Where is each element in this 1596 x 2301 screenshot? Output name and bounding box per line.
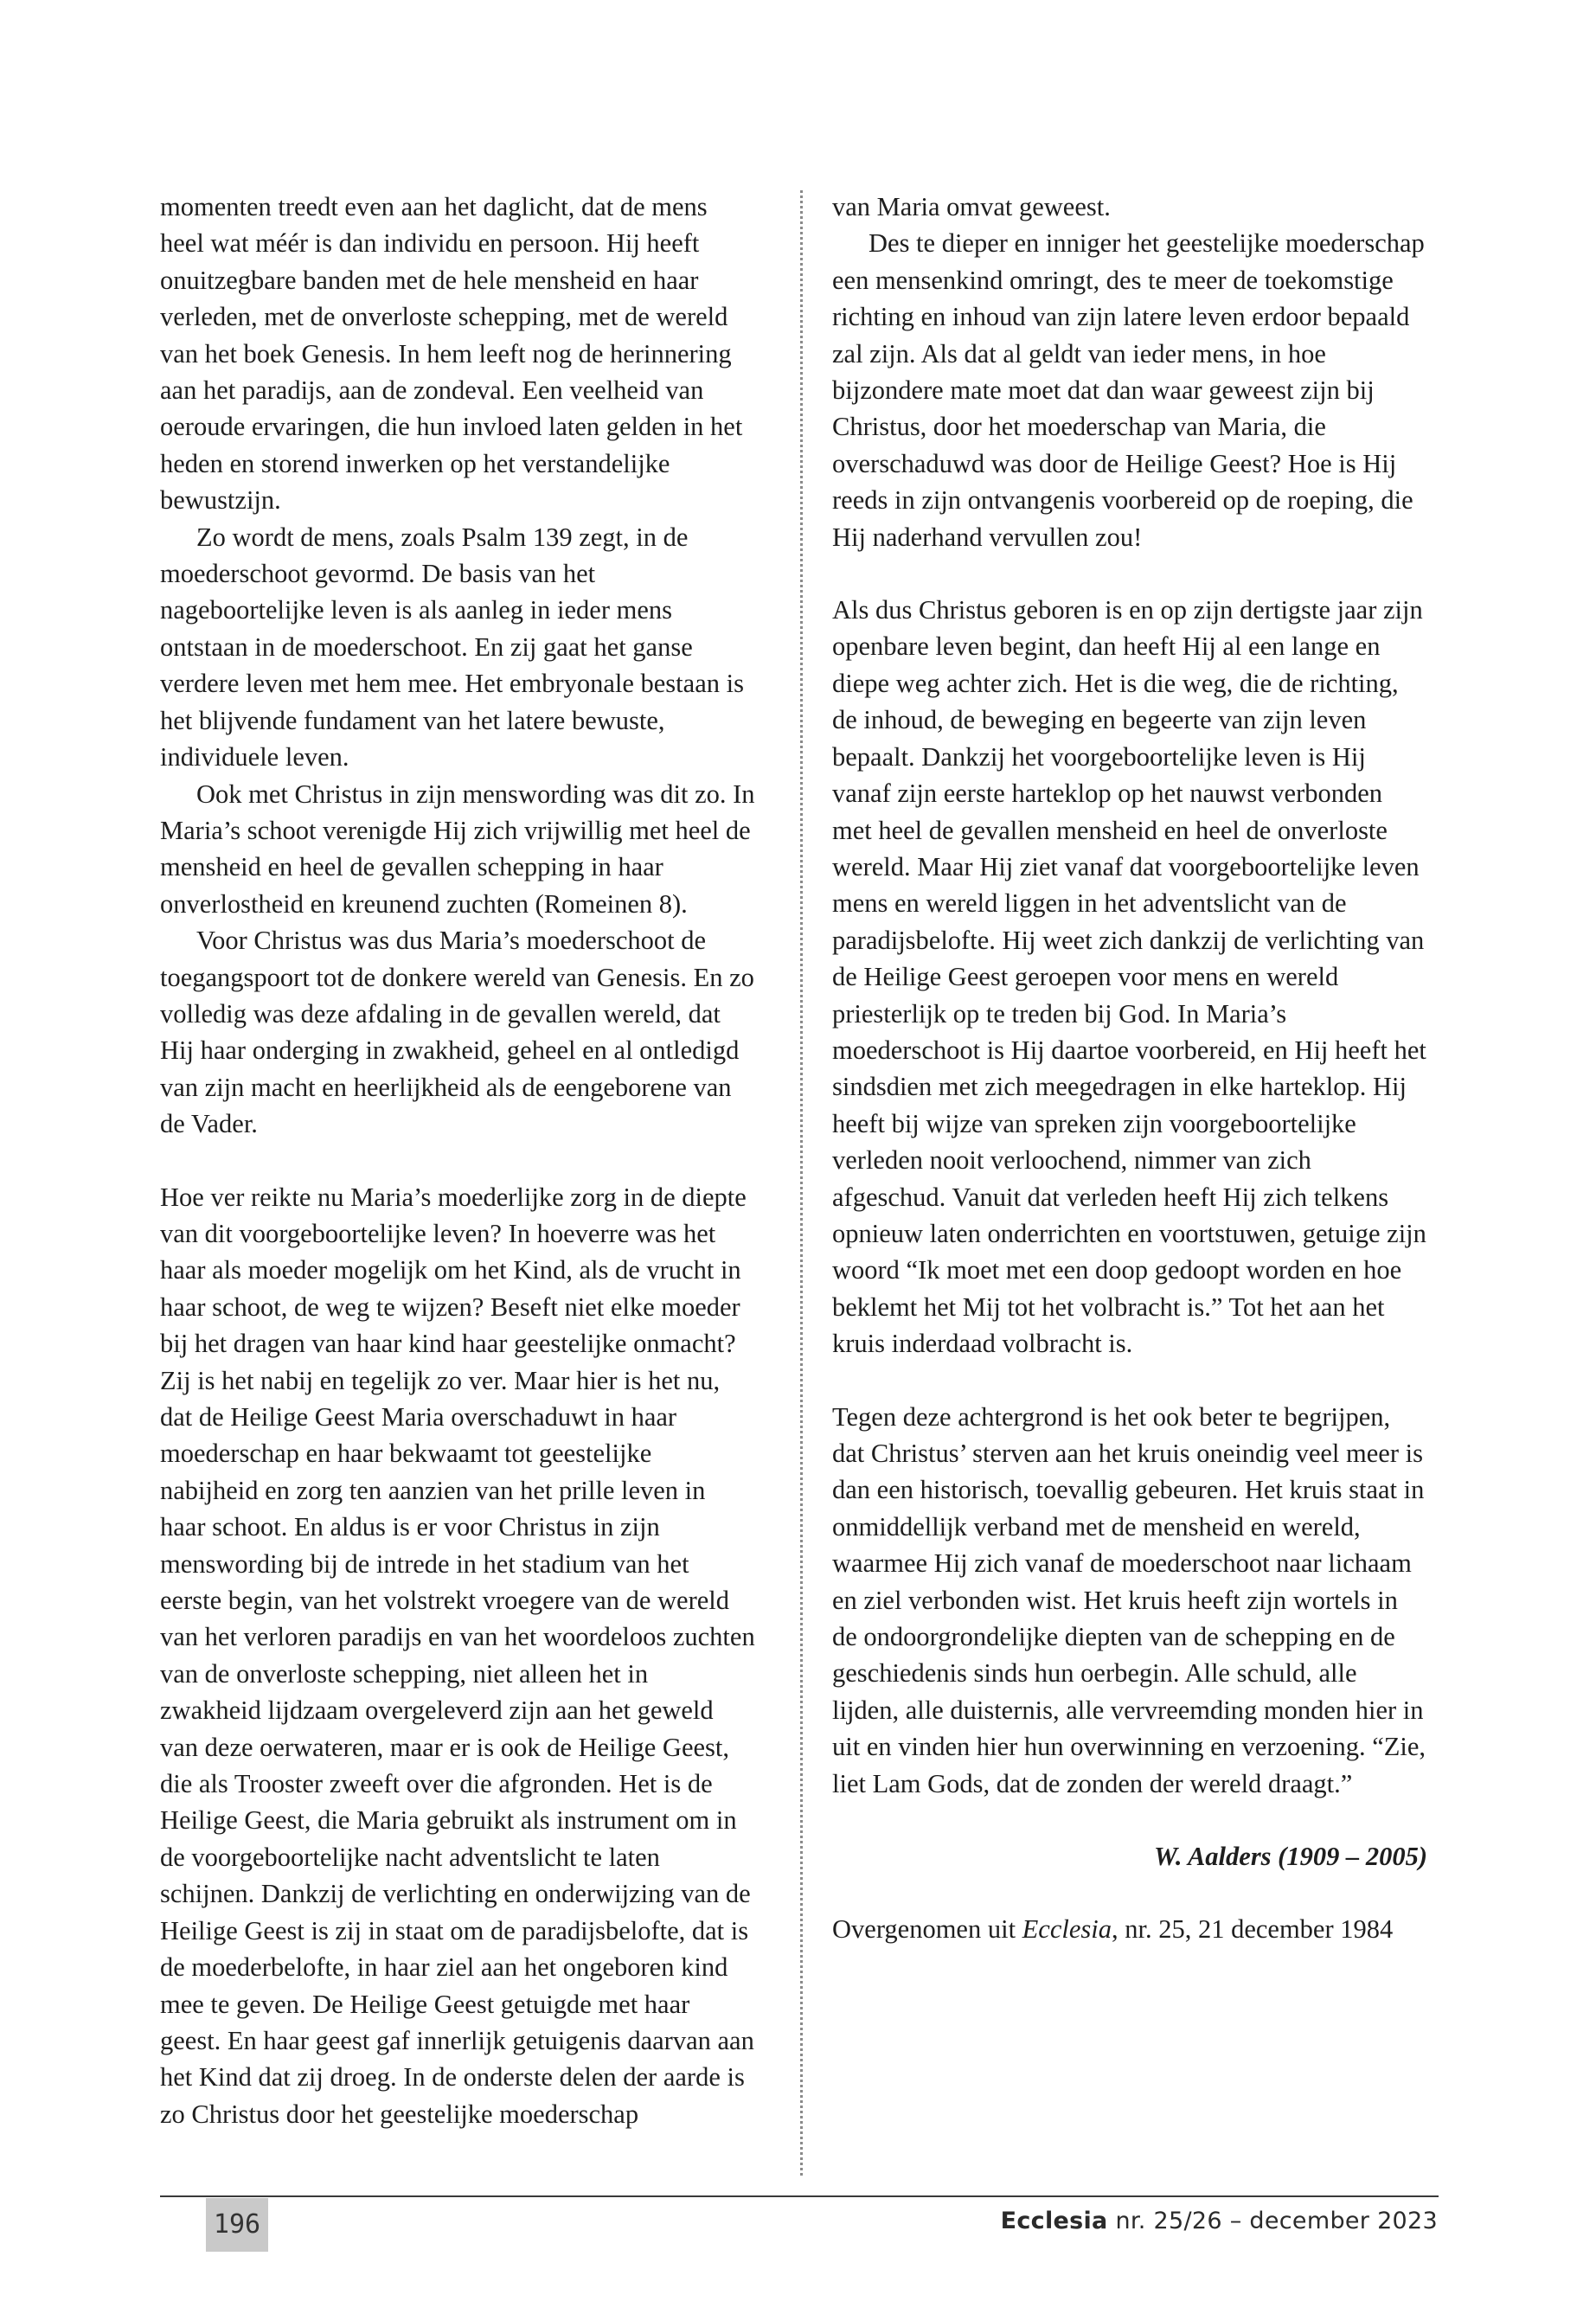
footer-issue [1001,2208,1438,2234]
paragraph: momenten treedt even aan het daglicht, dat de mens heel wat méér is dan individu en persoon. Hij heeft onuitzegbare banden met de hele mensheid en haar verleden, met de onverloste schepping, met de wereld van het boek Genesis. In hem leeft nog de herinnering aan het paradijs, aan de zondeval. Een veelheid van oeroude ervaringen, die hun invloed laten gelden in het heden en storend inwerken op het verstandelijke bewustzijn. [160,192,743,516]
footer-rule [160,2195,1439,2197]
paragraph: Voor Christus was dus Maria’s moederschoot de toegangspoort tot de donkere wereld van Genesis. En zo volledig was deze afdaling in de gevallen wereld, dat Hij haar onderging in zwakheid, geheel en al ontledigd van zijn macht en heerlijkheid als de eengeborene van de Vader. [160,926,754,1139]
footer-magazine: Ecclesia [1000,2208,1108,2234]
left-column [160,189,755,2132]
source-publication: Ecclesia [1022,1914,1112,1945]
column-divider [800,190,803,2176]
paragraph: Zo wordt de mens, zoals Psalm 139 zegt, in de moederschoot gevormd. De basis van het nageboortelijke leven is als aanleg in ieder mens ontstaan in de moederschoot. En zij gaat het ganse verdere leven met hem mee. Het embryonale bestaan is het blijvende fundament van het latere bewuste, individuele leven. [160,522,744,772]
paragraph: Tegen deze achtergrond is het ook beter te begrijpen, dat Christus’ sterven aan het kruis oneindig veel meer is dan een historisch, toevallig gebeuren. Het kruis staat in onmiddellijk verband met de mensheid en wereld, waarmee Hij zich vanaf de moederschoot naar lichaam en ziel verbonden wist. Het kruis heeft zijn wortels in de ondoorgrondelijke diepten van de schepping en de geschiedenis sinds hun oerbegin. Alle schuld, alle lijden, alle duisternis, alle vervreemding monden hier in uit en vinden hier hun overwinning en verzoening. “Zie, liet Lam Gods, dat de zonden der wereld draagt.” [832,1401,1426,1798]
author-signature: W. Aalders (1909 – 2005) [1153,1842,1427,1872]
source-prefix: Overgenomen uit [832,1914,1022,1945]
source-note [832,1911,1427,1947]
right-column [832,189,1427,1948]
page-number: 196 [206,2198,268,2252]
paragraph: Ook met Christus in zijn menswording was dit zo. In Maria’s schoot verenigde Hij zich vrijwillig met heel de mensheid en heel de gevallen schepping in haar onverlostheid en kreunend zuchten (Romeinen 8). [160,779,755,919]
paragraph: Des te dieper en inniger het geestelijke moederschap een mensenkind omringt, des te meer de toekomstige richting en inhoud van zijn latere leven erdoor bepaald zal zijn. Als dat al geldt van ieder mens, in hoe bijzondere mate moet dat dan waar geweest zijn bij Christus, door het moederschap van Maria, die overschaduwd was door de Heilige Geest? Hoe is Hij reeds in zijn ontvangenis voorbereid op de roeping, die Hij naderhand vervullen zou! [832,228,1425,552]
paragraph: Hoe ver reikte nu Maria’s moederlijke zorg in de diepte van dit voorgeboortelijke leven? In hoeverre was het haar als moeder mogelijk om het Kind, als de vrucht in haar schoot, de weg te wijzen? Beseft niet elke moeder bij het dragen van haar kind haar geestelijke onmacht? Zij is het nabij en tegelijk zo ver. Maar hier is het nu, dat de Heilige Geest Maria overschaduwt in haar moederschap en haar bekwaamt tot geestelijke nabijheid en zorg ten aanzien van het prille leven in haar schoot. En aldus is er voor Christus in zijn menswording bij de intrede in het stadium van het eerste begin, van het volstrekt vroegere van de wereld van het verloren paradijs en van het woordeloos zuchten van de onverloste schepping, niet alleen het in zwakheid lijdzaam overgeleverd zijn aan het geweld van deze oerwateren, maar er is ook de Heilige Geest, die als Trooster zweeft over die afgronden. Het is de Heilige Geest, die Maria gebruikt als instrument om in de voorgeboortelijke nacht adventslicht te laten schijnen. Dankzij de verlichting en onderwijzing van de Heilige Geest is zij in staat om de paradijsbelofte, dat is de moederbelofte, in haar ziel aan het ongeboren kind mee te geven. De Heilige Geest getuigde met haar geest. En haar geest gaf innerlijk getuigenis daarvan aan het Kind dat zij droeg. In de onderste delen der aarde is zo Christus door het geestelijke moederschap [160,1182,755,2129]
footer-issue-text: nr. 25/26 – december 2023 [1107,2208,1438,2234]
source-suffix: , nr. 25, 21 december 1984 [1111,1914,1394,1945]
paragraph: van Maria omvat geweest. [832,192,1111,221]
paragraph: Als dus Christus geboren is en op zijn dertigste jaar zijn openbare leven begint, dan heeft Hij al een lange en diepe weg achter zich. Het is die weg, die de richting, de inhoud, de beweging en begeerte van zijn leven bepaalt. Dankzij het voorgeboortelijke leven is Hij vanaf zijn eerste harteklop op het nauwst verbonden met heel de gevallen mensheid en heel de onverloste wereld. Maar Hij ziet vanaf dat voorgeboortelijke leven mens en wereld liggen in het adventslicht van de paradijsbelofte. Hij weet zich dankzij de verlichting van de Heilige Geest geroepen voor mens en wereld priesterlijk op te treden bij God. In Maria’s moederschoot is Hij daartoe voorbereid, en Hij heeft het sindsdien met zich meegedragen in elke harteklop. Hij heeft bij wijze van spreken zijn voorgeboortelijke verleden nooit verloochend, nimmer van zich afgeschud. Vanuit dat verleden heeft Hij zich telkens opnieuw laten onderrichten en voortstuwen, getuige zijn woord “Ik moet met een doop gedoopt worden en hoe beklemt het Mij tot het volbracht is.” Tot het aan het kruis inderdaad volbracht is. [832,595,1426,1359]
